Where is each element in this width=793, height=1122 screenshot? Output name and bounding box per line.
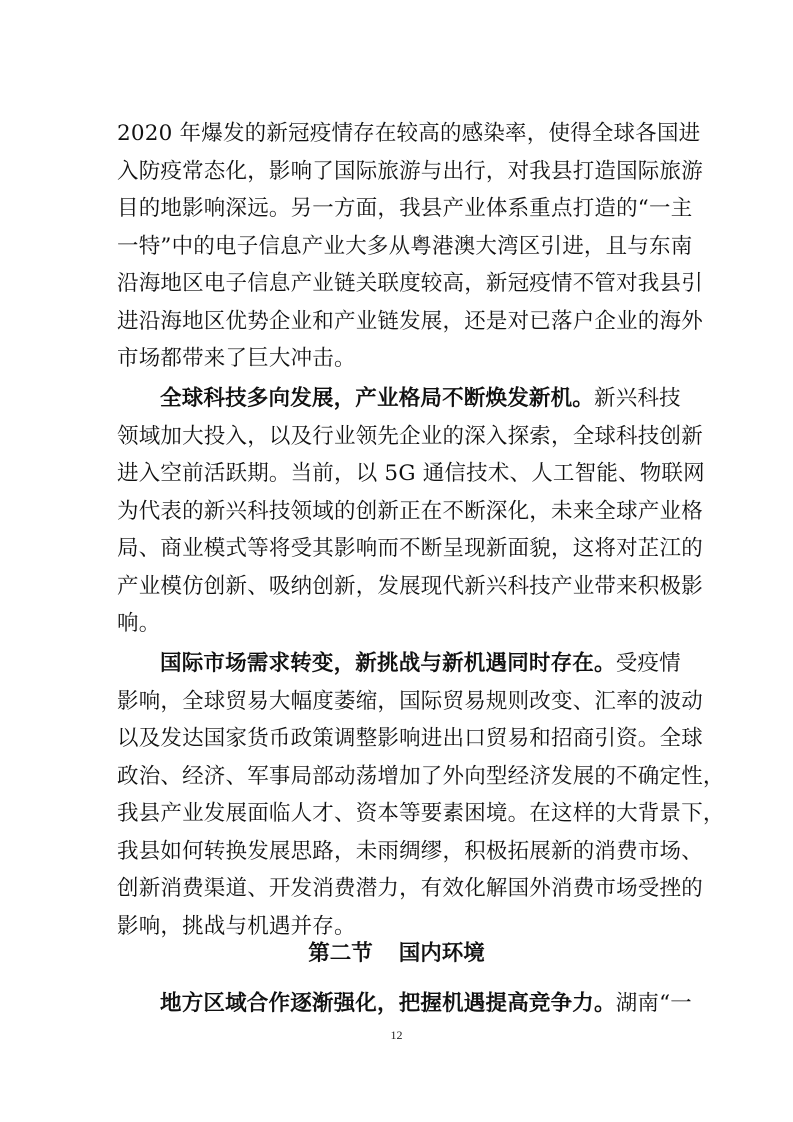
text-line: 局、商业模式等将受其影响而不断呈现新面貌，这将对芷江的 — [117, 536, 703, 561]
page-number: 12 — [390, 1028, 403, 1042]
paragraph-first-rest: 受疫情 — [615, 651, 681, 676]
text-line: 以及发达国家货币政策调整影响进出口贸易和招商引资。全球 — [117, 726, 703, 751]
text-line: 创新消费渠道、开发消费潜力，有效化解国外消费市场受挫的 — [117, 876, 703, 901]
section-heading — [0, 935, 793, 973]
paragraph-covid-impact — [117, 115, 703, 378]
paragraph-bold-lead: 地方区域合作逐渐强化，把握机遇提高竞争力。 — [160, 991, 616, 1016]
text-line: 我县产业发展面临人才、资本等要素困境。在这样的大背景下， — [117, 801, 725, 826]
paragraph-first-rest: 湖南“一 — [615, 991, 692, 1016]
paragraph-international-market — [117, 645, 725, 945]
paragraph-first-rest: 新兴科技 — [594, 386, 681, 411]
text-line: 目的地影响深远。另一方面，我县产业体系重点打造的“一主 — [117, 196, 693, 221]
paragraph-bold-lead: 全球科技多向发展，产业格局不断焕发新机。 — [160, 386, 595, 411]
text-line: 为代表的新兴科技领域的创新正在不断深化，未来全球产业格 — [117, 498, 703, 524]
section-number: 第二节 — [308, 941, 373, 966]
text-line: 进入空前活跃期。当前，以 5G 通信技术、人工智能、物联网 — [117, 461, 705, 486]
paragraph-first-line — [117, 985, 692, 1023]
paragraph-first-line — [117, 380, 679, 418]
text-line: 影响，全球贸易大幅度萎缩，国际贸易规则改变、汇率的波动 — [117, 688, 703, 714]
paragraph-bold-lead: 国际市场需求转变，新挑战与新机遇同时存在。 — [160, 651, 616, 676]
text-line: 2020 年爆发的新冠疫情存在较高的感染率，使得全球各国进 — [117, 121, 701, 146]
section-title: 国内环境 — [398, 941, 485, 966]
text-line: 领域加大投入，以及行业领先企业的深入探索，全球科技创新 — [117, 423, 703, 449]
text-line: 产业模仿创新、吸纳创新，发展现代新兴科技产业带来积极影 — [117, 573, 703, 599]
text-line: 我县如何转换发展思路，未雨绸缪，积极拓展新的消费市场、 — [117, 838, 703, 864]
paragraph-first-line — [117, 645, 679, 683]
paragraph-global-tech — [117, 380, 705, 643]
text-line: 响。 — [117, 611, 161, 636]
paragraph-regional-cooperation — [117, 985, 692, 1023]
text-line: 一特”中的电子信息产业大多从粤港澳大湾区引进，且与东南 — [117, 233, 693, 259]
text-line: 入防疫常态化，影响了国际旅游与出行，对我县打造国际旅游 — [117, 158, 703, 184]
text-line: 政治、经济、军事局部动荡增加了外向型经济发展的不确定性， — [117, 763, 725, 789]
text-line: 进沿海地区优势企业和产业链发展，还是对已落户企业的海外 — [117, 308, 703, 334]
text-line: 市场都带来了巨大冲击。 — [117, 346, 356, 371]
text-line: 沿海地区电子信息产业链关联度较高，新冠疫情不管对我县引 — [117, 271, 703, 296]
text-line: 影响，挑战与机遇并存。 — [117, 913, 356, 939]
